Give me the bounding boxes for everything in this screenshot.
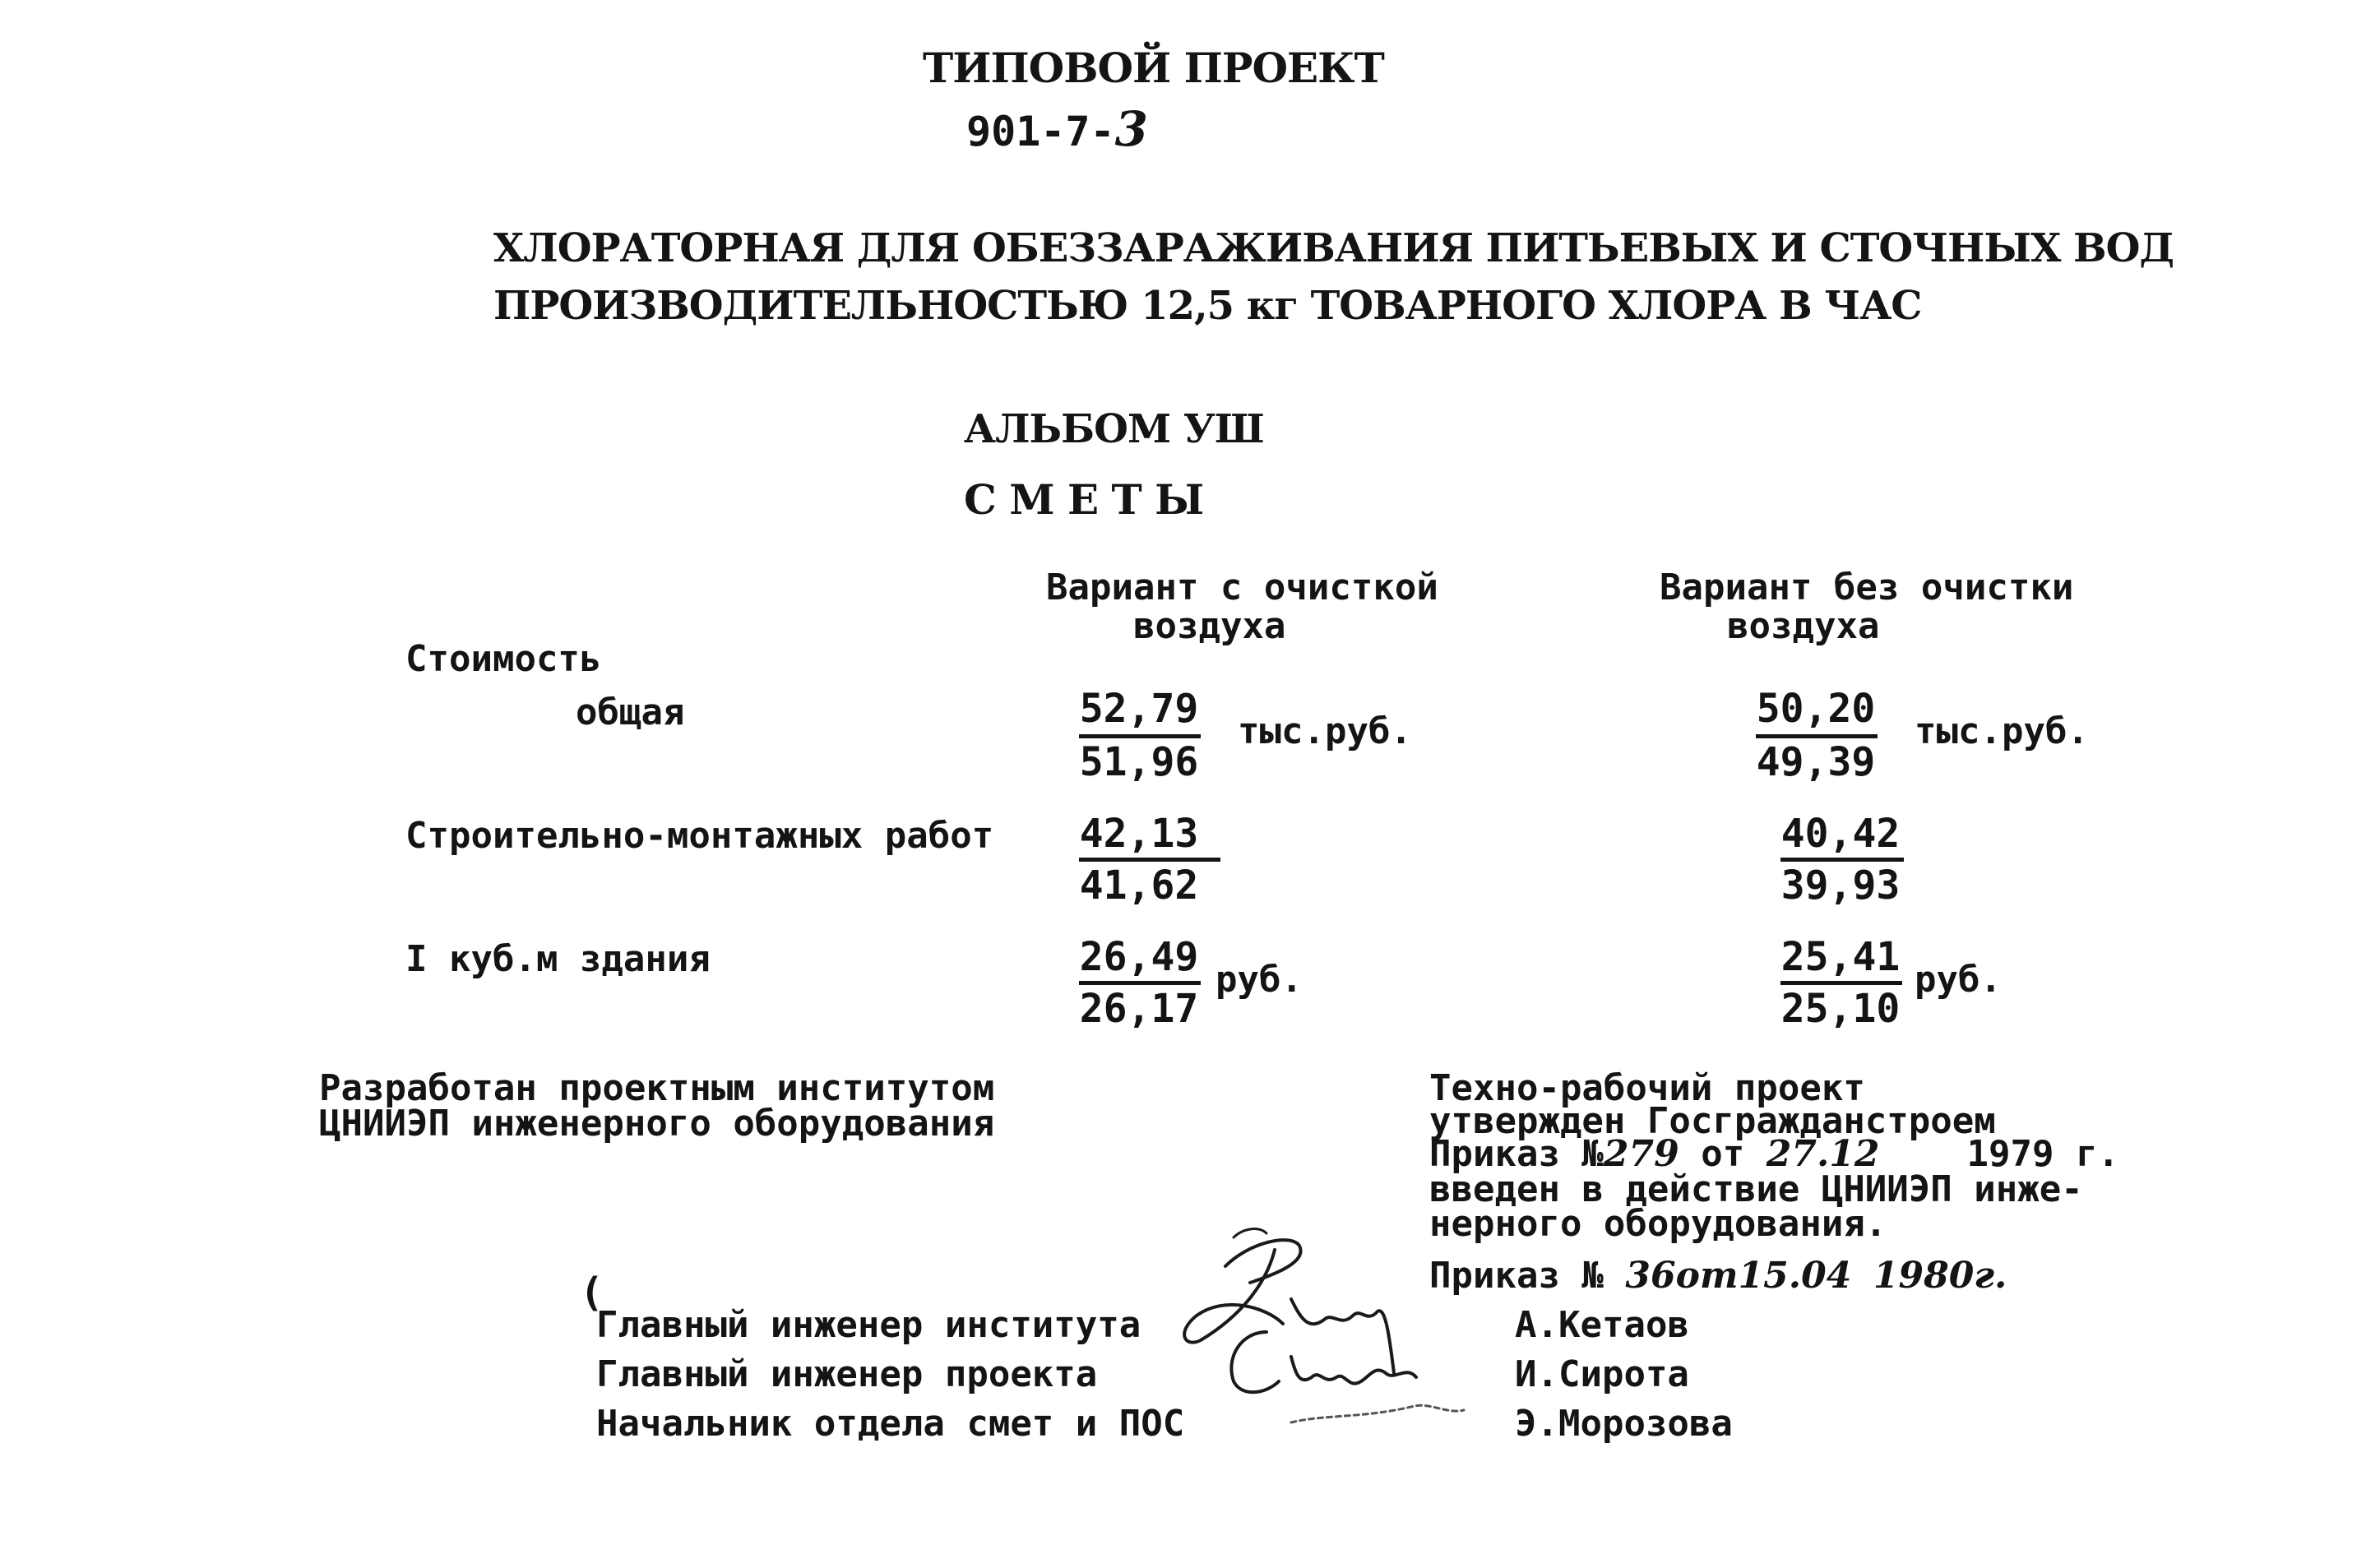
fraction-line xyxy=(1079,858,1220,862)
row-cubic-b-unit: руб. xyxy=(1915,959,2002,1001)
tick-mark: ( xyxy=(580,1270,604,1316)
approval-line-2: утвержден Госгражданстроем xyxy=(1429,1100,1996,1142)
fraction-line xyxy=(1079,981,1201,985)
order-1-from: от xyxy=(1701,1133,1745,1175)
order-2-prefix: Приказ № xyxy=(1429,1255,1604,1297)
developer-line-1: Разработан проектным институтом xyxy=(319,1067,995,1109)
row-cubic-b-top: 25,41 xyxy=(1780,934,1901,980)
signature-chief-engineer-institute xyxy=(1151,1217,1480,1464)
signatory-3-title: Начальник отдела смет и ПОС xyxy=(596,1403,1185,1445)
order-1-prefix: Приказ № xyxy=(1429,1133,1604,1175)
row-total-a-bottom: 51,96 xyxy=(1079,739,1199,785)
cost-heading: Стоимость xyxy=(405,638,602,680)
order-2-year: 1980г. xyxy=(1873,1255,2007,1297)
row-construction-a-bottom: 41,62 xyxy=(1079,863,1199,909)
section-title: С М Е Т Ы xyxy=(964,475,1204,524)
signatory-3-name: Э.Морозова xyxy=(1515,1403,1733,1445)
variant-a-header-line1: Вариант с очисткой xyxy=(1046,567,1438,608)
project-number-printed: 901-7- xyxy=(966,108,1115,155)
album-label: АЛЬБОМ УШ xyxy=(964,406,1264,452)
project-number-handwritten: 3 xyxy=(1114,101,1148,157)
order-2-date: 15.04 xyxy=(1738,1255,1852,1297)
developer-line-2: ЦНИИЭП инженерного оборудования xyxy=(319,1103,995,1145)
row-construction-a-top: 42,13 xyxy=(1079,811,1199,857)
row-construction-b-top: 40,42 xyxy=(1780,811,1901,857)
order-1-date: 27.12 xyxy=(1766,1133,1880,1175)
approval-line-1: Техно-рабочий проект xyxy=(1429,1067,1865,1109)
row-total-a-unit: тыс.руб. xyxy=(1238,710,1412,752)
row-total-label: общая xyxy=(576,691,685,733)
row-cubic-a-top: 26,49 xyxy=(1079,934,1199,980)
row-total-a-top: 52,79 xyxy=(1079,686,1199,732)
signatory-1-title: Главный инженер института xyxy=(596,1304,1141,1346)
row-construction-label: Строительно-монтажных работ xyxy=(405,815,994,857)
row-total-b-top: 50,20 xyxy=(1756,686,1876,732)
project-type: ТИПОВОЙ ПРОЕКТ xyxy=(923,44,1384,92)
row-construction-b-bottom: 39,93 xyxy=(1780,863,1901,909)
row-total-b-bottom: 49,39 xyxy=(1756,739,1876,785)
approval-line-4: введен в действие ЦНИИЭП инже- xyxy=(1429,1168,2083,1210)
approval-order-2 xyxy=(1429,1255,2007,1297)
variant-b-header-line1: Вариант без очистки xyxy=(1660,567,2074,608)
project-number xyxy=(966,101,1148,157)
signatory-2-title: Главный инженер проекта xyxy=(596,1353,1098,1395)
fraction-line xyxy=(1756,734,1878,738)
signatory-2-name: И.Сирота xyxy=(1515,1353,1689,1395)
fraction-line xyxy=(1780,858,1904,862)
row-cubic-b-bottom: 25,10 xyxy=(1780,986,1901,1032)
row-total-b-unit: тыс.руб. xyxy=(1915,710,2089,752)
signatory-1-name: А.Кетаов xyxy=(1515,1304,1689,1346)
title-line-2: ПРОИЗВОДИТЕЛЬНОСТЬЮ 12,5 кг ТОВАРНОГО ХЛОРА В ЧАС xyxy=(493,283,1922,329)
fraction-line xyxy=(1079,734,1201,738)
fraction-line xyxy=(1780,981,1902,985)
row-cubic-label: I куб.м здания xyxy=(405,938,711,980)
order-2-from: от xyxy=(1675,1255,1739,1297)
approval-line-5: нерного оборудования. xyxy=(1429,1203,1887,1245)
variant-a-header-line2: воздуха xyxy=(1133,605,1286,647)
row-cubic-a-bottom: 26,17 xyxy=(1079,986,1199,1032)
signature-chief-engineer-project xyxy=(1201,1307,1497,1447)
row-cubic-a-unit: руб. xyxy=(1215,959,1303,1001)
order-1-number: 279 xyxy=(1603,1133,1679,1175)
approval-order-1 xyxy=(1429,1133,2119,1175)
order-2-number: 36 xyxy=(1625,1255,1676,1297)
title-line-1: ХЛОРАТОРНАЯ ДЛЯ ОБЕЗЗАРАЖИВАНИЯ ПИТЬЕВЫХ И СТОЧНЫХ ВОД xyxy=(493,225,2174,271)
variant-b-header-line2: воздуха xyxy=(1727,605,1880,647)
order-1-year: 1979 г. xyxy=(1966,1133,2119,1175)
